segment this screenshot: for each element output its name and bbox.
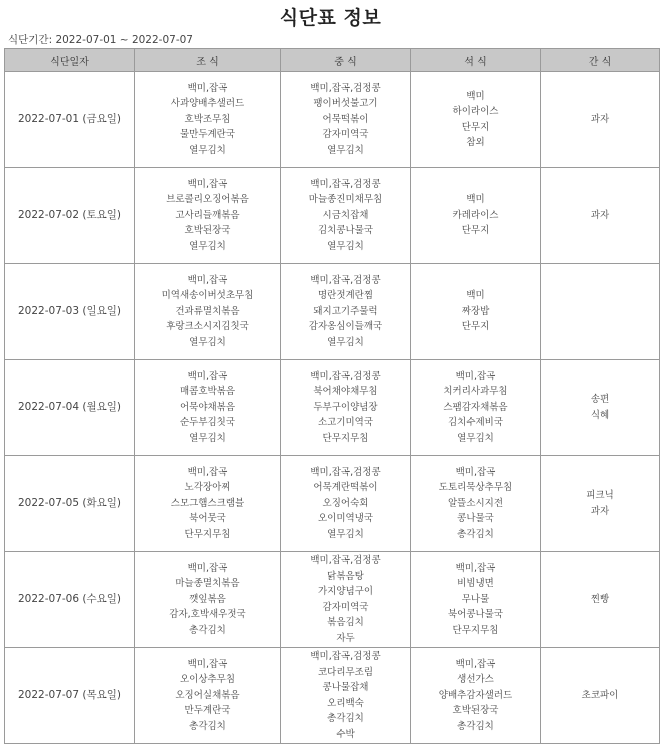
breakfast-item: 마늘종멸치볶음 — [175, 578, 240, 590]
breakfast-item: 열무김치 — [189, 336, 226, 348]
meal-date: 2022-07-05 (화요일) — [5, 456, 135, 552]
breakfast-item: 호박된장국 — [184, 225, 231, 237]
table-row — [5, 168, 660, 264]
lunch-item: 닭볶음탕 — [327, 570, 364, 582]
lunch-item: 두부구이양념장 — [313, 401, 378, 413]
dinner-item: 백미,잡곡 — [455, 658, 496, 670]
lunch-item: 어묵계란떡볶이 — [313, 482, 378, 494]
lunch-item: 백미,잡곡,검정콩 — [310, 466, 381, 478]
dinner-item: 카레라이스 — [452, 209, 499, 221]
lunch-item: 마늘종진미채무침 — [308, 194, 383, 206]
snack-item: 과자 — [590, 505, 610, 517]
snack-cell — [541, 552, 660, 648]
snack-cell — [541, 168, 660, 264]
breakfast-item: 깻잎볶음 — [189, 593, 226, 605]
breakfast-item: 백미,잡곡 — [187, 178, 228, 190]
lunch-cell — [281, 264, 411, 360]
meal-date: 2022-07-06 (수요일) — [5, 552, 135, 648]
dinner-item: 호박된장국 — [452, 705, 499, 717]
dinner-item: 도토리묵상추무침 — [438, 482, 513, 494]
dinner-item: 양배추감자샐러드 — [438, 689, 513, 701]
snack-cell — [541, 360, 660, 456]
table-row — [5, 264, 660, 360]
lunch-item: 팽이버섯불고기 — [313, 98, 378, 110]
breakfast-item: 호박조무침 — [184, 113, 231, 125]
meal-date: 2022-07-07 (목요일) — [5, 648, 135, 744]
lunch-item: 오리백숙 — [327, 697, 364, 709]
breakfast-item: 열무김치 — [189, 240, 226, 252]
breakfast-item: 백미,잡곡 — [187, 466, 228, 478]
snack-item: 송편 — [590, 394, 610, 405]
dinner-cell — [411, 456, 541, 552]
col-header-date: 식단일자 — [5, 49, 135, 72]
dinner-item: 콩나물국 — [457, 513, 494, 525]
snack-cell — [541, 72, 660, 168]
dinner-item: 스팸감자채볶음 — [443, 401, 508, 413]
page-title: 식단표 정보 — [279, 7, 382, 29]
lunch-item: 백미,잡곡,검정콩 — [310, 555, 381, 566]
breakfast-item: 백미,잡곡 — [187, 274, 228, 286]
lunch-item: 감자옹심이들깨국 — [308, 321, 383, 333]
dinner-item: 치커리사과무침 — [443, 386, 508, 398]
meal-date: 2022-07-03 (일요일) — [5, 264, 135, 360]
meal-date: 2022-07-01 (금요일) — [5, 72, 135, 168]
breakfast-item: 미역새송이버섯초무침 — [161, 290, 254, 302]
lunch-cell — [281, 168, 411, 264]
dinner-cell — [411, 168, 541, 264]
dinner-item: 백미,잡곡 — [455, 466, 496, 478]
lunch-item: 백미,잡곡,검정콩 — [310, 651, 381, 662]
col-header-snack: 간 식 — [541, 49, 660, 72]
snack-cell — [541, 264, 660, 360]
lunch-item: 시금치잡채 — [322, 209, 369, 221]
lunch-item: 어묵떡볶이 — [322, 113, 369, 125]
breakfast-item: 총각김치 — [189, 720, 226, 732]
breakfast-item: 백미,잡곡 — [187, 658, 228, 670]
dinner-item: 백미,잡곡 — [455, 370, 496, 382]
dinner-item: 백미 — [466, 194, 485, 206]
col-header-breakfast: 조 식 — [135, 49, 281, 72]
lunch-cell — [281, 456, 411, 552]
table-row — [5, 72, 660, 168]
dinner-item: 알뜰소시지전 — [447, 497, 504, 509]
breakfast-cell — [135, 72, 281, 168]
dinner-item: 단무지무침 — [452, 624, 499, 636]
lunch-item: 총각김치 — [327, 713, 364, 724]
breakfast-cell — [135, 648, 281, 744]
breakfast-cell — [135, 168, 281, 264]
lunch-item: 김치콩나물국 — [317, 225, 374, 237]
meal-period: 식단기간: 2022-07-01 ~ 2022-07-07 — [8, 34, 193, 46]
lunch-item: 감자미역국 — [322, 129, 369, 141]
lunch-item: 콩나물잡채 — [322, 682, 369, 693]
breakfast-item: 사과양배추샐러드 — [170, 98, 245, 110]
lunch-item: 돼지고기주물럭 — [313, 305, 378, 317]
lunch-item: 소고기미역국 — [317, 417, 374, 429]
dinner-cell — [411, 264, 541, 360]
dinner-item: 백미,잡곡 — [455, 562, 496, 574]
breakfast-item: 오징어실채볶음 — [175, 689, 240, 701]
breakfast-item: 어묵야채볶음 — [179, 401, 236, 413]
lunch-item: 열무김치 — [327, 528, 364, 540]
snack-item: 피크닉 — [586, 490, 614, 501]
lunch-item: 오징어숙회 — [322, 497, 369, 509]
lunch-item: 백미,잡곡,검정콩 — [310, 82, 381, 94]
breakfast-item: 물만두계란국 — [179, 129, 236, 141]
lunch-item: 명란젓계란찜 — [317, 290, 374, 302]
breakfast-cell — [135, 360, 281, 456]
dinner-cell — [411, 648, 541, 744]
lunch-item: 자두 — [336, 632, 355, 644]
dinner-item: 백미 — [466, 290, 485, 302]
breakfast-item: 백미,잡곡 — [187, 562, 228, 574]
table-body — [5, 72, 660, 744]
lunch-item: 북어채야채무침 — [313, 386, 378, 398]
dinner-item: 단무지 — [461, 225, 490, 237]
breakfast-item: 열무김치 — [189, 432, 226, 444]
lunch-item: 감자미역국 — [322, 601, 369, 613]
snack-item: 찐빵 — [590, 593, 610, 605]
dinner-cell — [411, 360, 541, 456]
lunch-cell — [281, 360, 411, 456]
dinner-cell — [411, 552, 541, 648]
lunch-item: 오이미역냉국 — [317, 513, 374, 525]
breakfast-item: 건과류멸치볶음 — [175, 305, 240, 317]
breakfast-item: 노각장아찌 — [184, 482, 231, 494]
table-header-row — [5, 49, 660, 72]
lunch-item: 백미,잡곡,검정콩 — [310, 178, 381, 190]
dinner-item: 단무지 — [461, 121, 490, 133]
breakfast-item: 매콤호박볶음 — [179, 386, 236, 398]
col-header-lunch: 중 식 — [281, 49, 411, 72]
breakfast-cell — [135, 456, 281, 552]
breakfast-item: 후랑크소시지김칫국 — [166, 321, 249, 333]
breakfast-item: 백미,잡곡 — [187, 370, 228, 382]
meal-date: 2022-07-04 (월요일) — [5, 360, 135, 456]
breakfast-cell — [135, 264, 281, 360]
dinner-item: 김치수제비국 — [447, 417, 504, 429]
breakfast-item: 오이상추무침 — [179, 674, 236, 686]
dinner-item: 단무지 — [461, 321, 490, 333]
lunch-item: 열무김치 — [327, 336, 364, 348]
lunch-item: 단무지무침 — [322, 432, 369, 444]
dinner-item: 북어콩나물국 — [447, 609, 504, 621]
snack-item: 초코파이 — [581, 689, 619, 701]
breakfast-item: 스모그햄스크램블 — [170, 497, 245, 509]
snack-item: 식혜 — [590, 409, 610, 421]
dinner-item: 참외 — [466, 137, 485, 148]
breakfast-item: 북어뭇국 — [189, 513, 226, 525]
snack-item: 과자 — [590, 209, 610, 221]
lunch-item: 열무김치 — [327, 240, 364, 252]
snack-cell — [541, 456, 660, 552]
breakfast-item: 단무지무침 — [184, 528, 231, 540]
snack-cell — [541, 648, 660, 744]
breakfast-item: 순두부김칫국 — [179, 417, 236, 429]
breakfast-item: 총각김치 — [189, 624, 226, 636]
breakfast-item: 감자,호박새우젓국 — [169, 609, 246, 621]
dinner-item: 하이라이스 — [452, 106, 499, 117]
dinner-item: 짜장밥 — [461, 305, 490, 317]
breakfast-item: 만두계란국 — [184, 705, 231, 717]
table-row — [5, 360, 660, 456]
col-header-dinner: 석 식 — [411, 49, 541, 72]
breakfast-cell — [135, 552, 281, 648]
dinner-item: 생선가스 — [457, 674, 494, 686]
dinner-item: 총각김치 — [457, 528, 494, 540]
dinner-item: 백미 — [466, 90, 485, 102]
table-row — [5, 648, 660, 744]
table-row — [5, 552, 660, 648]
lunch-item: 가지양념구이 — [317, 586, 374, 597]
dinner-item: 총각김치 — [457, 720, 494, 732]
lunch-cell — [281, 72, 411, 168]
snack-item: 과자 — [590, 113, 610, 125]
lunch-item: 열무김치 — [327, 144, 364, 156]
meal-date: 2022-07-02 (토요일) — [5, 168, 135, 264]
lunch-cell — [281, 648, 411, 744]
breakfast-item: 브로콜리오징어볶음 — [166, 194, 249, 206]
dinner-cell — [411, 72, 541, 168]
dinner-item: 열무김치 — [457, 432, 494, 444]
table-row — [5, 456, 660, 552]
breakfast-item: 열무김치 — [189, 144, 226, 156]
lunch-item: 수박 — [336, 728, 355, 740]
meal-table — [4, 48, 660, 744]
dinner-item: 비빔냉면 — [457, 578, 494, 590]
lunch-item: 코다리무조림 — [317, 666, 374, 678]
breakfast-item: 고사리들깨볶음 — [175, 209, 240, 221]
lunch-item: 볶음김치 — [327, 617, 364, 628]
dinner-item: 무나물 — [461, 593, 490, 605]
lunch-item: 백미,잡곡,검정콩 — [310, 370, 381, 382]
breakfast-item: 백미,잡곡 — [187, 82, 228, 94]
lunch-item: 백미,잡곡,검정콩 — [310, 274, 381, 286]
lunch-cell — [281, 552, 411, 648]
